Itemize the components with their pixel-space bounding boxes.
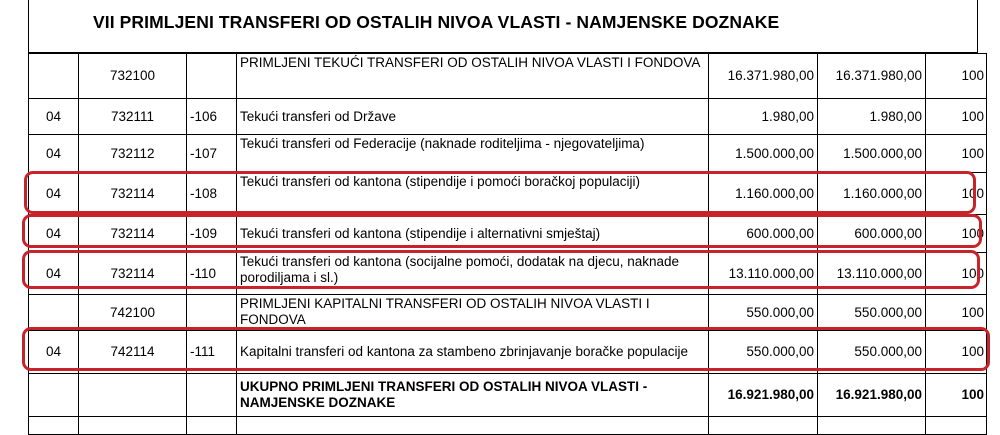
- cell-code: 742100: [79, 295, 187, 331]
- cell-function: 04: [29, 253, 79, 295]
- cell-code: [79, 374, 187, 417]
- cell-empty: [237, 417, 709, 435]
- cell-empty: [79, 417, 187, 435]
- cell-code: 742114: [79, 331, 187, 374]
- description-text: Kapitalni transferi od kantona za stambeno zbrinjavanje boračke populacije: [240, 344, 689, 359]
- cell-amount-realized: 1.980,00: [818, 99, 926, 135]
- cell-code: 732114: [79, 253, 187, 295]
- cell-description: [237, 331, 709, 374]
- table-row: [29, 331, 987, 374]
- description-text: PRIMLJENI KAPITALNI TRANSFERI OD OSTALIH NIVOA VLASTI I FONDOVA: [240, 296, 650, 327]
- cell-function: 04: [29, 173, 79, 215]
- cell-code: 732112: [79, 135, 187, 173]
- cell-description: [237, 215, 709, 253]
- table-row: [29, 99, 987, 135]
- transfers-table: [28, 53, 987, 435]
- cell-function: 04: [29, 215, 79, 253]
- cell-code: 732100: [79, 54, 187, 99]
- description-text: Tekući transferi od kantona (socijalne pomoći, dodatak na djecu, naknade porodiljama i sl.): [240, 254, 680, 285]
- cell-description: [237, 374, 709, 417]
- cell-amount-plan: 16.921.980,00: [709, 374, 818, 417]
- description-text: Tekući transferi od Države: [240, 108, 397, 124]
- table-row-total: [29, 374, 987, 417]
- cell-percent: 100: [926, 331, 987, 374]
- cell-function: 04: [29, 99, 79, 135]
- table-row: [29, 295, 987, 331]
- cell-amount-realized: 13.110.000,00: [818, 253, 926, 295]
- cell-amount-plan: 13.110.000,00: [709, 253, 818, 295]
- table-row: [29, 135, 987, 173]
- cell-percent: 100: [926, 99, 987, 135]
- cell-description: [237, 173, 709, 215]
- cell-position: -111: [187, 331, 237, 374]
- cell-percent: 100: [926, 295, 987, 331]
- cell-amount-realized: 600.000,00: [818, 215, 926, 253]
- cell-position: -106: [187, 99, 237, 135]
- cell-amount-plan: 16.371.980,00: [709, 54, 818, 99]
- table-row: [29, 173, 987, 215]
- cell-description: [237, 54, 709, 99]
- description-text: PRIMLJENI TEKUĆI TRANSFERI OD OSTALIH NIVOA VLASTI I FONDOVA: [240, 55, 701, 70]
- cell-empty: [187, 417, 237, 435]
- description-text: Tekući transferi od kantona (stipendije i pomoći boračkoj populaciji): [240, 174, 640, 189]
- cell-function: 04: [29, 331, 79, 374]
- cell-position: -110: [187, 253, 237, 295]
- table-row: [29, 54, 987, 99]
- cell-position: [187, 54, 237, 99]
- cell-description: [237, 135, 709, 173]
- cell-percent: 100: [926, 215, 987, 253]
- cell-function: [29, 295, 79, 331]
- description-text: Tekući transferi od Federacije (naknade roditeljima - njegovateljima): [240, 136, 645, 151]
- cell-position: [187, 374, 237, 417]
- cell-percent: 100: [926, 54, 987, 99]
- description-text: UKUPNO PRIMLJENI TRANSFERI OD OSTALIH NIVOA VLASTI - NAMJENSKE DOZNAKE: [240, 379, 648, 410]
- cell-function: [29, 54, 79, 99]
- cell-position: -109: [187, 215, 237, 253]
- cell-position: -107: [187, 135, 237, 173]
- cell-percent: 100: [926, 173, 987, 215]
- cell-empty: [818, 417, 926, 435]
- cell-amount-realized: 16.371.980,00: [818, 54, 926, 99]
- cell-description: [237, 253, 709, 295]
- cell-amount-realized: 550.000,00: [818, 295, 926, 331]
- cell-position: [187, 295, 237, 331]
- table-row: [29, 215, 987, 253]
- cell-amount-realized: 1.500.000,00: [818, 135, 926, 173]
- cell-amount-realized: 550.000,00: [818, 331, 926, 374]
- cell-code: 732111: [79, 99, 187, 135]
- cell-code: 732114: [79, 173, 187, 215]
- cell-amount-plan: 1.500.000,00: [709, 135, 818, 173]
- section-header: [28, 0, 978, 53]
- cell-description: [237, 295, 709, 331]
- cell-amount-plan: 600.000,00: [709, 215, 818, 253]
- cell-amount-realized: 16.921.980,00: [818, 374, 926, 417]
- cell-empty: [926, 417, 987, 435]
- description-text: Tekući transferi od kantona (stipendije i alternativni smještaj): [240, 225, 601, 241]
- cell-percent: 100: [926, 253, 987, 295]
- cell-percent: 100: [926, 374, 987, 417]
- cell-empty: [709, 417, 818, 435]
- cell-amount-plan: 1.980,00: [709, 99, 818, 135]
- cell-function: 04: [29, 135, 79, 173]
- cell-empty: [29, 417, 79, 435]
- cell-amount-plan: 550.000,00: [709, 295, 818, 331]
- table-row: [29, 253, 987, 295]
- cell-amount-realized: 1.160.000,00: [818, 173, 926, 215]
- cell-amount-plan: 1.160.000,00: [709, 173, 818, 215]
- section-title: VII PRIMLJENI TRANSFERI OD OSTALIH NIVOA VLASTI - NAMJENSKE DOZNAKE: [93, 12, 780, 32]
- table-row-empty: [29, 417, 987, 435]
- cell-description: [237, 99, 709, 135]
- cell-amount-plan: 550.000,00: [709, 331, 818, 374]
- cell-position: -108: [187, 173, 237, 215]
- cell-percent: 100: [926, 135, 987, 173]
- cell-function: [29, 374, 79, 417]
- cell-code: 732114: [79, 215, 187, 253]
